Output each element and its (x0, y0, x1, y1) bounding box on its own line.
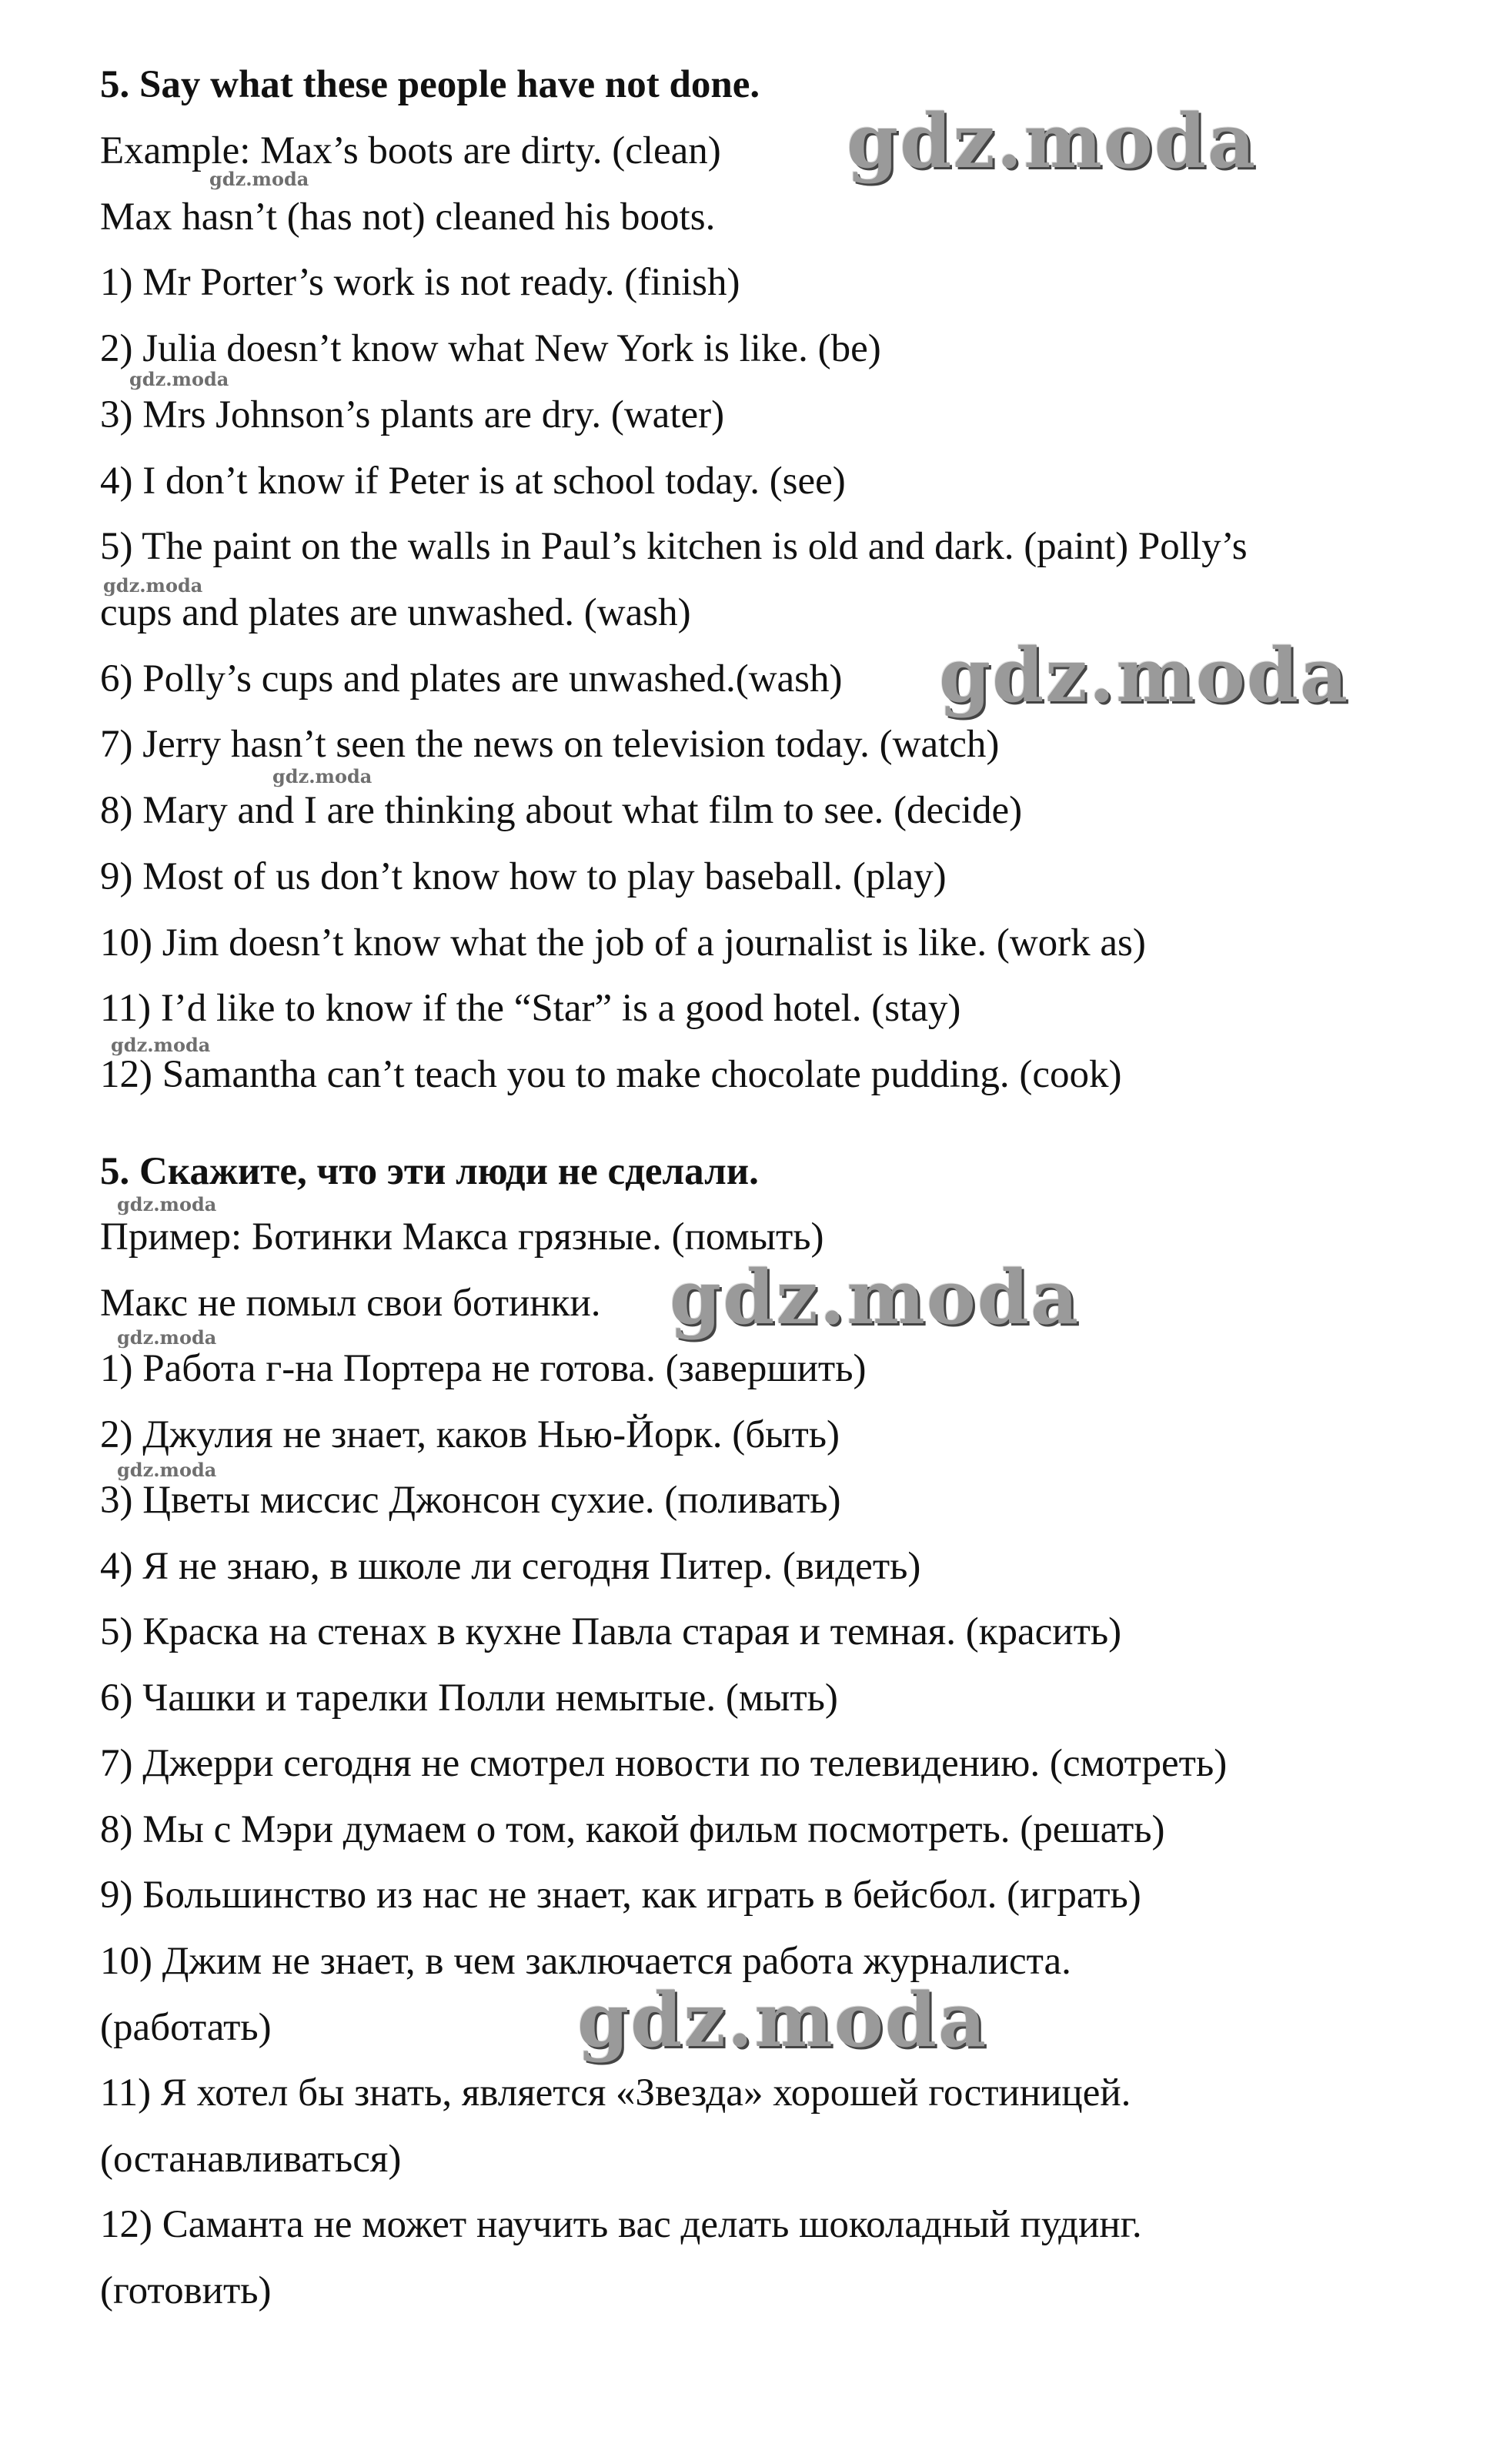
russian-example-answer: Макс не помыл свои ботинки. (100, 1282, 601, 1325)
russian-item: (готовить) (100, 2269, 272, 2312)
english-item: 12) Samantha can’t teach you to make chocolate pudding. (cook) (100, 1053, 1122, 1096)
russian-item: 8) Мы с Мэри думаем о том, какой фильм посмотреть. (решать) (100, 1808, 1165, 1851)
watermark-small: gdz.moda (117, 1459, 217, 1481)
english-item: 1) Mr Porter’s work is not ready. (finish) (100, 261, 740, 304)
english-item: 7) Jerry hasn’t seen the news on television today. (watch) (100, 723, 1000, 766)
english-item: 11) I’d like to know if the “Star” is a good hotel. (stay) (100, 987, 961, 1030)
russian-item: 4) Я не знаю, в школе ли сегодня Питер. (видеть) (100, 1545, 921, 1588)
russian-heading: 5. Скажите, что эти люди не сделали. (100, 1150, 759, 1193)
russian-item: (работать) (100, 2006, 272, 2049)
english-item: 6) Polly’s cups and plates are unwashed.(wash) (100, 657, 843, 700)
watermark-large: gdz.moda (577, 1977, 988, 2064)
watermark-small: gdz.moda (209, 168, 309, 190)
russian-item: 3) Цветы миссис Джонсон сухие. (поливать) (100, 1479, 841, 1522)
english-item: 2) Julia doesn’t know what New York is like. (be) (100, 327, 881, 370)
english-item: 4) I don’t know if Peter is at school today. (see) (100, 460, 846, 503)
watermark-small: gdz.moda (272, 765, 372, 787)
english-item: 10) Jim doesn’t know what the job of a journalist is like. (work as) (100, 921, 1146, 965)
english-example-answer: Max hasn’t (has not) cleaned his boots. (100, 196, 716, 239)
watermark-large: gdz.moda (939, 632, 1350, 719)
russian-item: 11) Я хотел бы знать, является «Звезда» хорошей гостиницей. (100, 2071, 1131, 2115)
watermark-small: gdz.moda (103, 574, 203, 597)
watermark-small: gdz.moda (111, 1034, 211, 1056)
watermark-large: gdz.moda (847, 98, 1258, 185)
russian-example: Пример: Ботинки Макса грязные. (помыть) (100, 1215, 824, 1259)
english-example: Example: Max’s boots are dirty. (clean) (100, 129, 721, 172)
russian-item: 7) Джерри сегодня не смотрел новости по телевидению. (смотреть) (100, 1742, 1228, 1785)
russian-item: 10) Джим не знает, в чем заключается работа журналиста. (100, 1940, 1071, 1983)
english-item: 5) The paint on the walls in Paul’s kitchen is old and dark. (paint) Polly’s (100, 525, 1248, 568)
russian-item: 5) Краска на стенах в кухне Павла старая и темная. (красить) (100, 1610, 1122, 1653)
english-item: 9) Most of us don’t know how to play baseball. (play) (100, 855, 947, 898)
russian-item: 9) Большинство из нас не знает, как играть в бейсбол. (играть) (100, 1874, 1141, 1917)
english-item: 8) Mary and I are thinking about what film to see. (decide) (100, 789, 1023, 832)
watermark-small: gdz.moda (117, 1193, 217, 1215)
russian-item: 1) Работа г-на Портера не готова. (завершить) (100, 1347, 867, 1390)
english-item: 3) Mrs Johnson’s plants are dry. (water) (100, 393, 725, 436)
english-heading: 5. Say what these people have not done. (100, 63, 760, 106)
russian-item: (останавливаться) (100, 2138, 402, 2181)
english-item: cups and plates are unwashed. (wash) (100, 591, 691, 634)
watermark-small: gdz.moda (129, 368, 229, 390)
watermark-large: gdz.moda (670, 1254, 1081, 1341)
russian-item: 2) Джулия не знает, каков Нью-Йорк. (быть) (100, 1413, 840, 1456)
russian-item: 6) Чашки и тарелки Полли немытые. (мыть) (100, 1677, 838, 1720)
watermark-small: gdz.moda (117, 1326, 217, 1349)
russian-item: 12) Саманта не может научить вас делать шоколадный пудинг. (100, 2203, 1142, 2246)
